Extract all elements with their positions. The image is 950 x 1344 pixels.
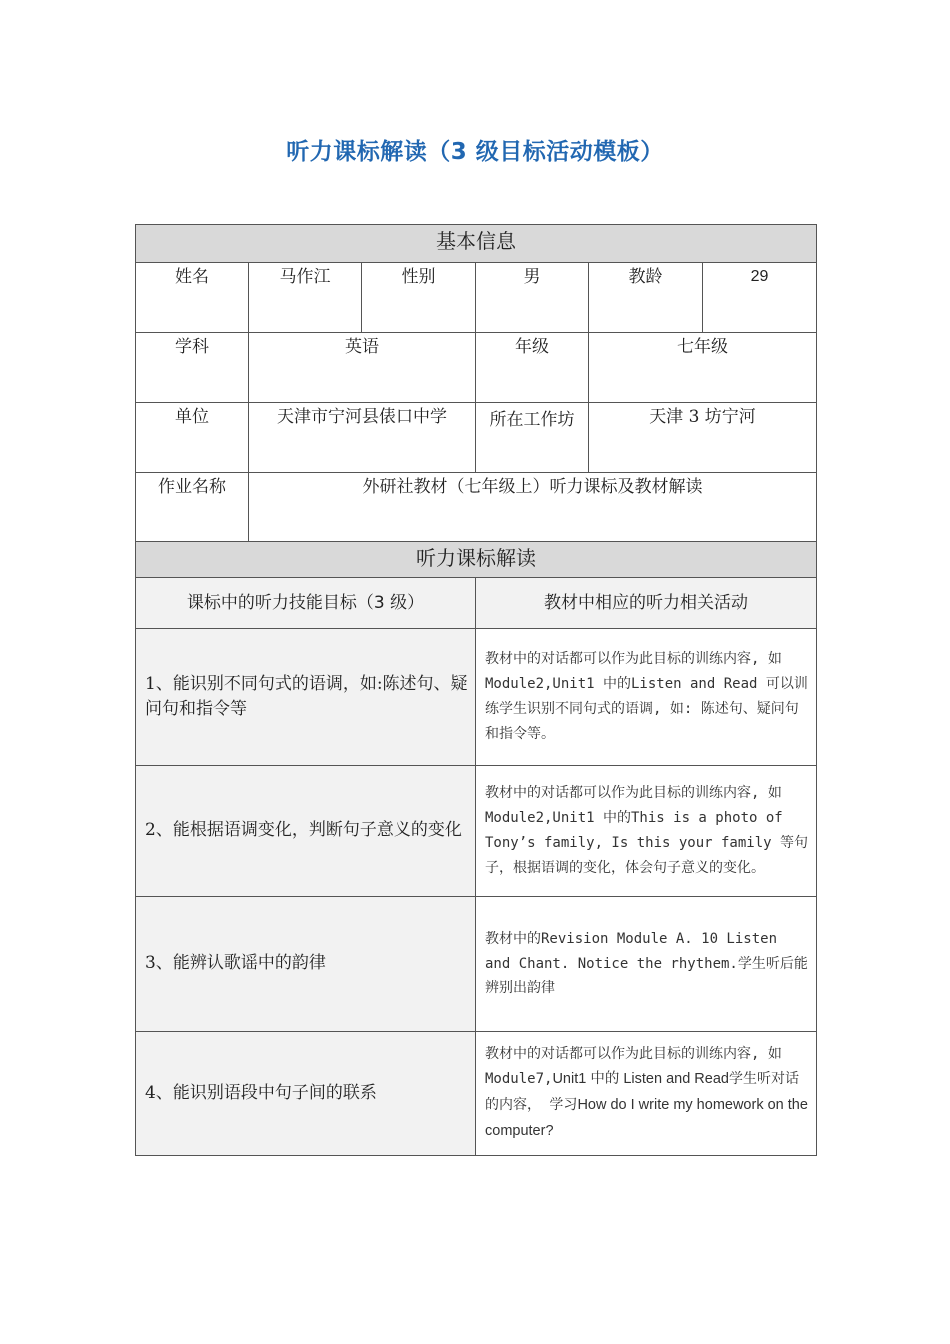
- grade-value: 七年级: [589, 333, 817, 403]
- assignment-label: 作业名称: [136, 473, 249, 542]
- gender-label: 性别: [362, 263, 476, 333]
- activity-3: 教材中的Revision Module A. 10 Listen and Chant. Notice the rhythem.学生听后能辨别出韵律: [476, 897, 817, 1032]
- unit-label: 单位: [136, 403, 249, 473]
- interpretation-header: 听力课标解读: [136, 542, 817, 578]
- goal-column-header: 课标中的听力技能目标（3 级）: [136, 578, 476, 629]
- info-table: [135, 224, 817, 1156]
- teaching-years-value: 29: [703, 263, 817, 333]
- activity-4: [476, 1032, 817, 1156]
- activity-4-part-d: How do I write my homework on the computer?: [485, 1097, 808, 1139]
- activity-1: 教材中的对话都可以作为此目标的训练内容, 如Module2,Unit1 中的Listen and Read 可以训练学生识别不同句式的语调, 如: 陈述句、疑问句和指令等。: [476, 629, 817, 766]
- goal-3: 3、能辨认歌谣中的韵律: [136, 897, 476, 1032]
- workshop-value: 天津 3 坊宁河: [589, 403, 817, 473]
- goal-1: 1、能识别不同句式的语调，如:陈述句、疑问句和指令等: [136, 629, 476, 766]
- grade-label: 年级: [476, 333, 589, 403]
- activity-4-part-b: Unit1 中的 Listen and Read: [552, 1071, 729, 1088]
- goal-4: 4、能识别语段中句子间的联系: [136, 1032, 476, 1156]
- teaching-years-label: 教龄: [589, 263, 703, 333]
- activity-4-part-c: 学生听对话的内容， 学习: [485, 1071, 799, 1114]
- workshop-label: 所在工作坊: [476, 403, 589, 473]
- activity-column-header: 教材中相应的听力相关活动: [476, 578, 817, 629]
- subject-value: 英语: [249, 333, 476, 403]
- activity-4-part-a: 教材中的对话都可以作为此目标的训练内容, 如Module7,: [485, 1046, 782, 1088]
- subject-label: 学科: [136, 333, 249, 403]
- name-label: 姓名: [136, 263, 249, 333]
- assignment-value: 外研社教材（七年级上）听力课标及教材解读: [249, 473, 817, 542]
- unit-value: 天津市宁河县俵口中学: [249, 403, 476, 473]
- gender-value: 男: [476, 263, 589, 333]
- activity-2: 教材中的对话都可以作为此目标的训练内容, 如Module2,Unit1 中的This is a photo of Tony’s family, Is this your family 等句子，根据语调的变化，体会句子意义的变化。: [476, 766, 817, 897]
- basic-info-header: 基本信息: [136, 225, 817, 263]
- name-value: 马作江: [249, 263, 362, 333]
- goal-2: 2、能根据语调变化，判断句子意义的变化: [136, 766, 476, 897]
- page-title: 听力课标解读（3 级目标活动模板）: [286, 139, 664, 165]
